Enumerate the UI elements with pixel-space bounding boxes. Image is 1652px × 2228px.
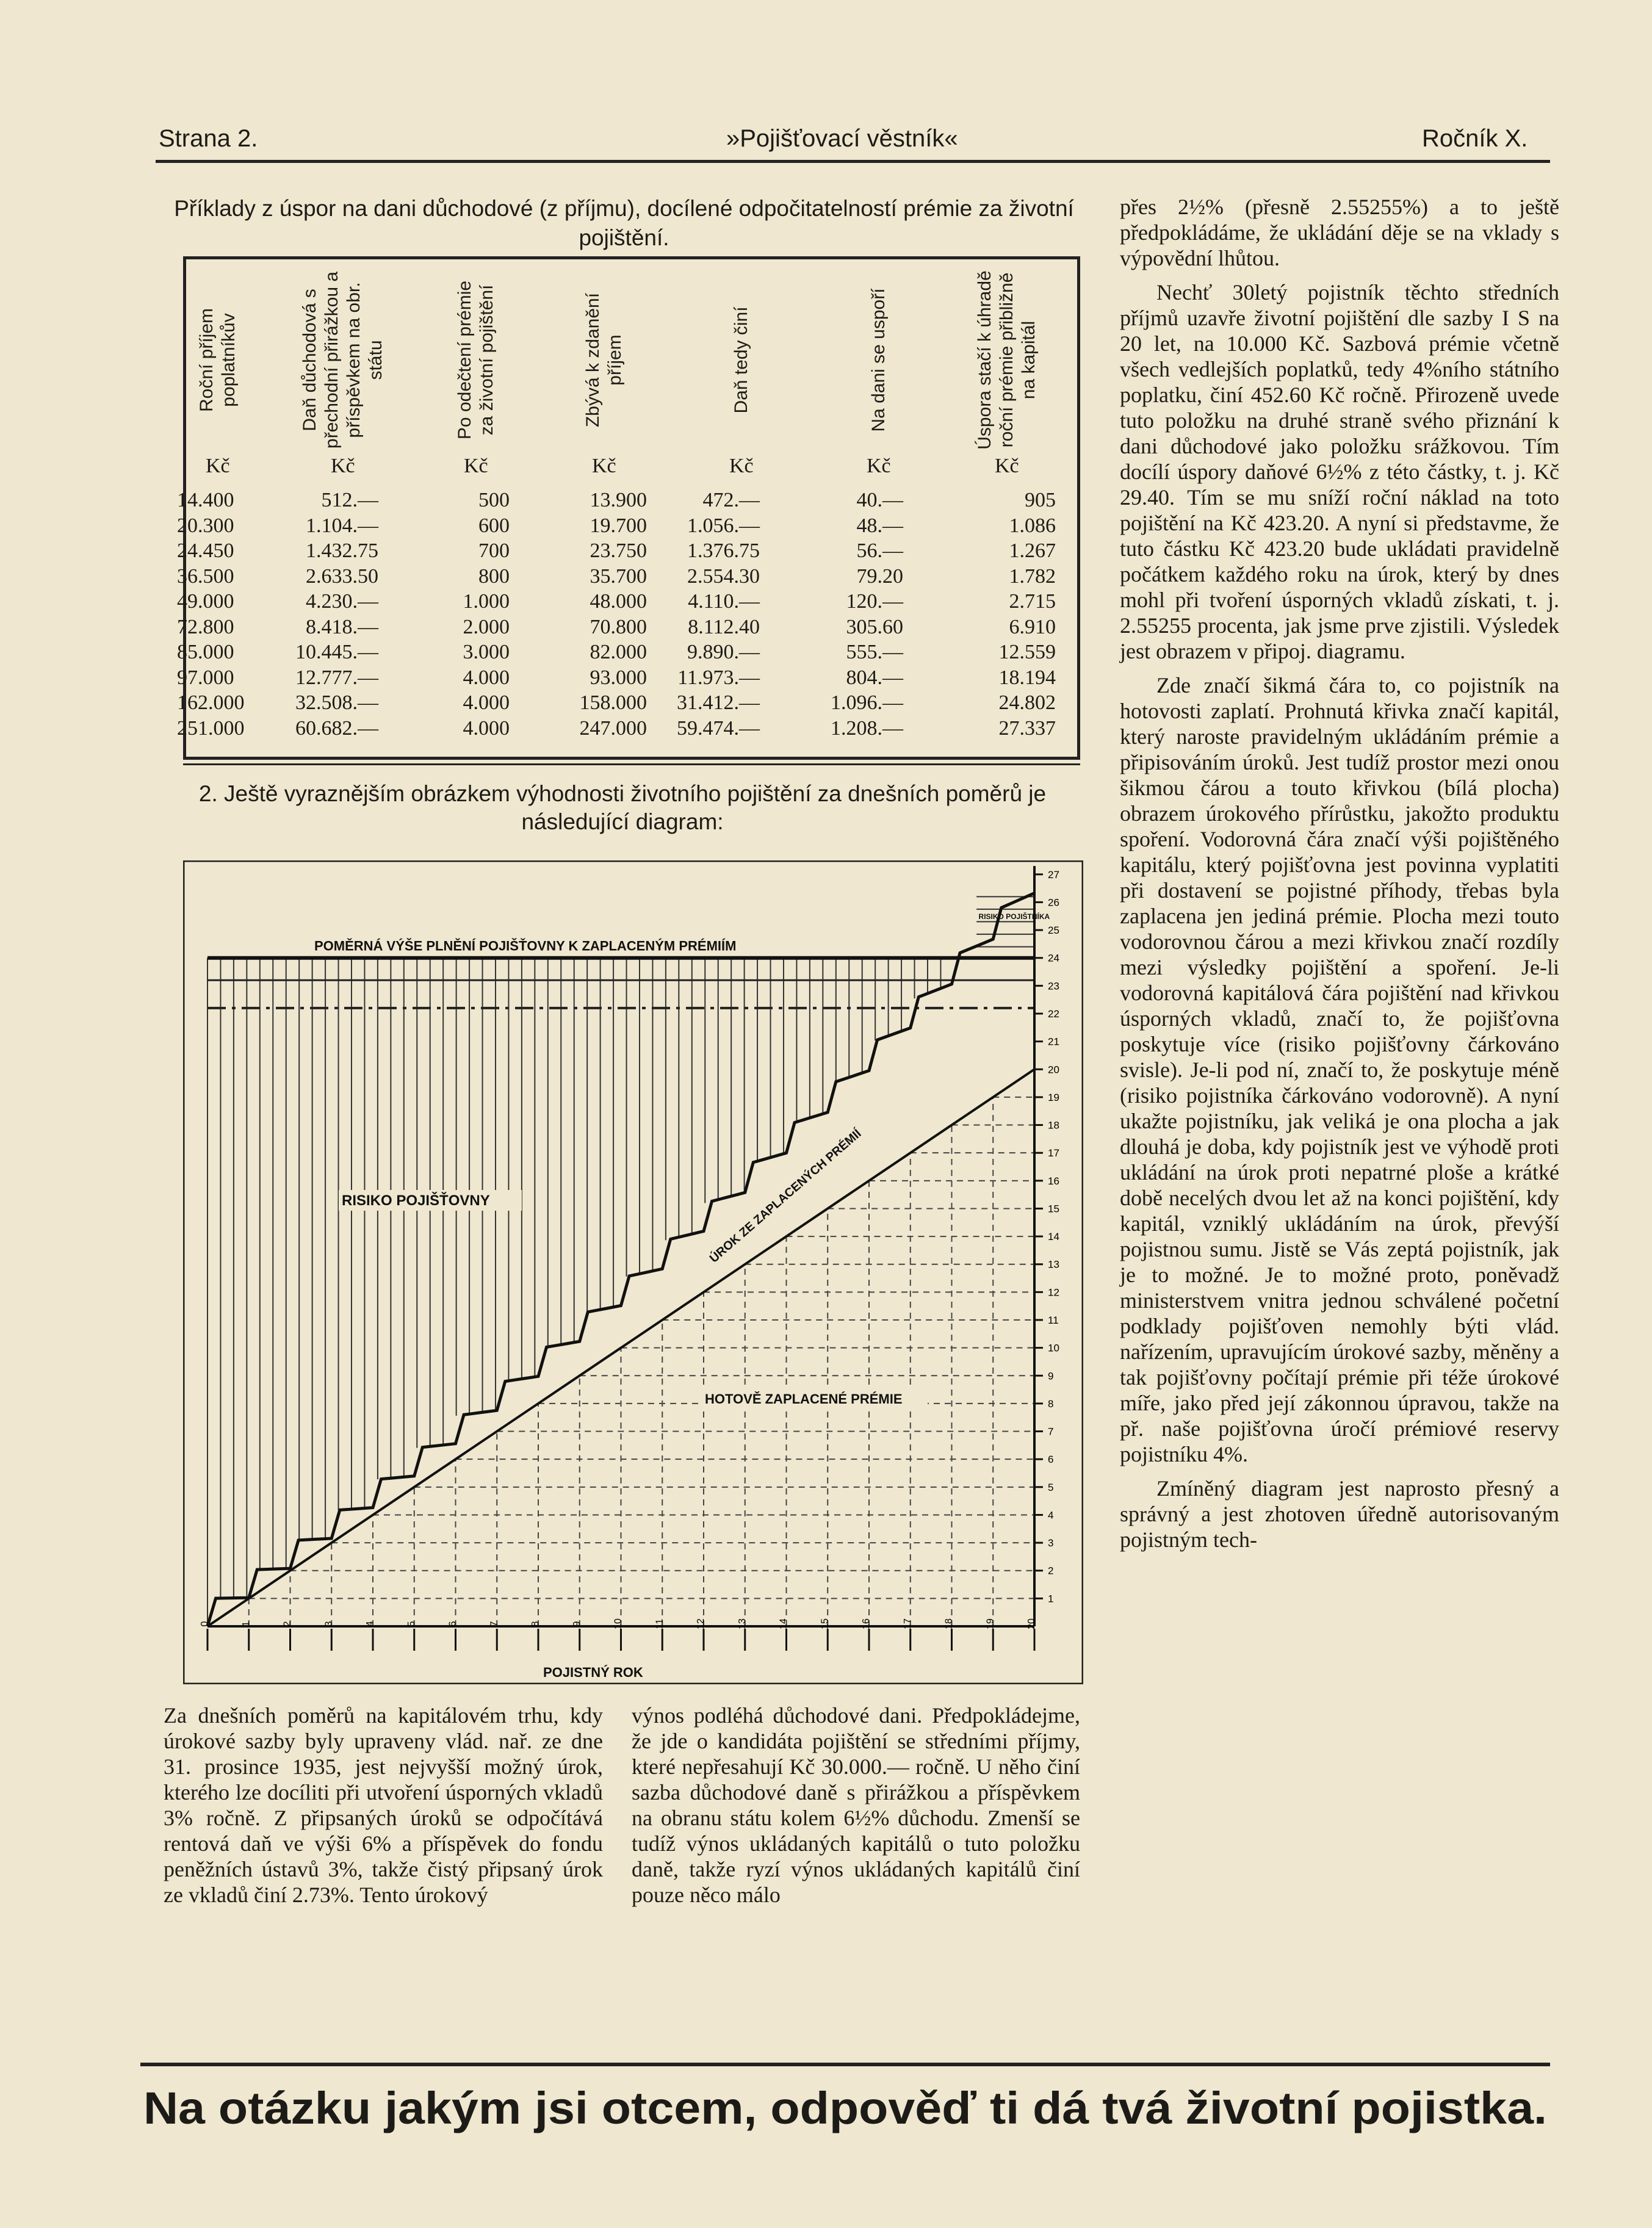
table-column-header: Po odečtení prémie za životní pojištění: [455, 280, 497, 440]
table-cell: 700: [478, 539, 510, 562]
table-cell: 800: [478, 564, 510, 588]
diagram-label-cash: HOTOVĚ ZAPLACENÉ PRÉMIE: [705, 1391, 903, 1407]
table-unit: Kč: [995, 455, 1019, 477]
y-tick-label: 19: [1048, 1091, 1059, 1103]
table-cell: 2.554.30: [687, 564, 760, 588]
x-tick-label: 3: [323, 1621, 334, 1627]
table-column-header: Daň důchodová s přechodní přirážkou a příspěvkem na obr. státu: [300, 271, 386, 449]
table-cell: 31.412.—: [677, 691, 760, 714]
y-tick-label: 16: [1048, 1175, 1059, 1187]
y-tick-label: 17: [1048, 1147, 1059, 1159]
table-cell: 1.432.75: [306, 539, 378, 562]
table-cell: 59.474.—: [677, 716, 760, 740]
table-column-header: Na dani se uspoří: [868, 288, 889, 432]
y-tick-label: 2: [1048, 1565, 1054, 1577]
table-cell: 247.000: [579, 716, 647, 740]
table-cell: 32.508.—: [295, 691, 378, 714]
table-cell: 85.000: [177, 641, 234, 663]
table-cell: 12.777.—: [295, 666, 378, 689]
x-tick-label: 1: [240, 1621, 251, 1627]
right-column: [1120, 194, 1559, 1552]
y-tick-label: 10: [1048, 1342, 1059, 1354]
table-cell: 512.—: [321, 489, 378, 511]
table-cell: 1.086: [1009, 514, 1056, 537]
diagram-label-top: POMĚRNÁ VÝŠE PLNĚNÍ POJIŠŤOVNY K ZAPLACENÝM PRÉMIÍM: [314, 938, 737, 954]
table-cell: 24.450: [177, 539, 234, 562]
table-cell: 2.000: [463, 615, 510, 638]
table-cell: 305.60: [846, 615, 903, 638]
right-paragraph: Zmíněný diagram jest naprosto přesný a správný a jest zhotoven úředně autorisovaným pojistným tech-: [1120, 1476, 1559, 1552]
table-cell: 27.337: [998, 716, 1056, 740]
footer-slogan-bar: [134, 2063, 1556, 2142]
table-cell: 70.800: [590, 615, 647, 638]
table-cell: 4.230.—: [306, 590, 378, 613]
x-tick-label: 19: [985, 1618, 996, 1629]
table-cell: 251.000: [177, 716, 245, 740]
table-cell: 1.096.—: [831, 691, 903, 714]
table-cell: 1.208.—: [831, 716, 903, 740]
page-number: Strana 2.: [159, 125, 258, 152]
table-column-header: Roční příjem poplatníkův: [197, 308, 239, 413]
table-cell: 97.000: [177, 666, 234, 689]
table-cell: 1.267: [1009, 539, 1056, 562]
table-cell: 35.700: [590, 564, 647, 588]
right-paragraph: přes 2½% (přesně 2.55255%) a to ještě předpokládáme, že ukládání děje se na vklady s výpovědní lhůtou.: [1120, 195, 1559, 270]
table-unit: Kč: [729, 455, 754, 477]
table-unit: Kč: [206, 455, 230, 477]
y-tick-label: 14: [1048, 1231, 1059, 1243]
x-tick-label: 7: [489, 1621, 500, 1627]
y-tick-label: 4: [1048, 1509, 1054, 1521]
x-tick-label: 15: [820, 1618, 831, 1629]
x-tick-label: 20: [1026, 1618, 1037, 1629]
volume-label: Ročník X.: [1422, 125, 1528, 152]
x-tick-label: 11: [654, 1618, 665, 1629]
diagram-x-label: POJISTNÝ ROK: [543, 1665, 643, 1680]
table-cell: 18.194: [998, 666, 1056, 689]
table-cell: 49.000: [177, 590, 234, 613]
y-tick-label: 9: [1048, 1370, 1054, 1382]
right-paragraph: Nechť 30letý pojistník těchto středních příjmů uzavře životní pojištění dle sazby I S na 20 let, na 10.000 Kč. Sazbová prémie včetně všech vedlejších poplatků, tedy 4%ního státního poplatku, činí 452.60 Kč ročně. Přirozeně uvede tuto položku na druhé straně svého přiznání k dani důchodové jako položku srážkovou. Tím docílí úspory daňové 6½% z této částky, t. j. Kč 29.40. Tím se mu sníží roční náklad na toto pojištění na Kč 423.20. A nyní si představme, že tuto částku Kč 423.20 bude ukládati pravidelně počátkem každého roku na úrok, který by dnes mohl při tvoření úsporných vkladů získati, t. j. 2.55255 procenta, jak jsme prve zjistili. Výsledek jest obrazem v připoj. diagramu.: [1120, 280, 1559, 663]
y-tick-label: 25: [1048, 925, 1059, 937]
table-cell: 10.445.—: [295, 641, 378, 663]
x-tick-label: 8: [530, 1621, 541, 1627]
table-cell: 162.000: [177, 691, 245, 714]
table-cell: 158.000: [579, 691, 647, 714]
table-cell: 500: [478, 489, 510, 511]
diagram-label-interest: ÚROK ZE ZAPLACENÝCH PRÉMIÍ: [707, 1127, 864, 1266]
y-tick-label: 21: [1048, 1036, 1059, 1048]
table-cell: 20.300: [177, 514, 234, 537]
y-tick-label: 18: [1048, 1119, 1059, 1131]
y-tick-label: 27: [1048, 868, 1059, 881]
table-cell: 12.559: [998, 641, 1056, 663]
x-tick-label: 18: [943, 1618, 954, 1629]
table-cell: 6.910: [1009, 615, 1056, 638]
table-cell: 1.104.—: [306, 514, 378, 537]
x-tick-label: 10: [613, 1618, 624, 1629]
table-cell: 79.20: [856, 564, 903, 588]
right-paragraph: Zde značí šikmá čára to, co pojistník na hotovosti zaplatí. Prohnutá křivka značí kapitál, který naroste pravidelným ukládáním prémie a připisováním úroků. Jest tudíž prostor mezi onou šikmou čárou a touto křivkou (bílá plocha) obrazem úrokového přírůstku, jakožto produktu spoření. Vodorovná čára značí výši pojištěného kapitálu, který pojišťovna jest povinna vyplatiti při dostavení se pojistné příhody, třebas byla zaplacena jen jediná prémie. Plocha mezi touto vodorovnou čárou a mezi křivkou značí rozdíly mezi výsledky pojištění a spoření. Je-li vodorovná kapitálová čára pojištění nad křivkou úsporných vkladů, značí to, že pojišťovna poskytuje více (risiko pojišťovny čárkováno svisle). Je-li pod ní, značí to, že poskytuje méně (risiko pojistníka čárkováno vodorovně). A nyní ukažte pojistníku, jak veliká je ona plocha a jak dlouhá je doba, kdy pojistník jest ve výhodě proti ukládání na úrok proti nepatrné ploše a krátké době necelých dvou let až na konci pojištění, kdy kapitál, vzniklý ukládáním na úrok, převýší pojistnou sumu. Jistě se Vás zeptá pojistník, jak je to možné. Je to možné proto, poněvadž ministerstvem vnitra jednou schválené početní podklady pojišťoven nemohly býti vlád. nařízením, upravujícím úrokové sazby, měněny a tak pojišťovny počítají prémie při téže úrokové míře, jako před její zákonnou úpravou, takže na př. naše pojišťovna úročí prémiové reservy pojistníku 4%.: [1120, 673, 1559, 1466]
table-cell: 36.500: [177, 564, 234, 588]
table-cell: 2.715: [1009, 590, 1056, 613]
header-rule: [156, 160, 1550, 163]
table-cell: 1.056.—: [687, 514, 760, 537]
journal-title: »Pojišťovací věstník«: [726, 125, 958, 152]
table-unit: Kč: [331, 455, 355, 477]
table-cell: 804.—: [846, 666, 903, 689]
diagram-label-insured-risk: RISIKO POJIŠTNÍKA: [978, 912, 1050, 921]
x-tick-label: 17: [902, 1618, 913, 1629]
table-cell: 9.890.—: [687, 641, 760, 663]
left-column-text: Za dnešních poměrů na kapitálovém trhu, kdy úrokové sazby byly upraveny vlád. nař. ze dne 31. prosince 1935, jest nejvyšší možný úrok, kterého lze docíliti při utvoření úsporných vkladů 3% ročně. Z připsaných úroků se odpočítává rentová daň ve výši 6% a příspěvek do fondu peněžních ústavů 3%, takže čistý připsaný úrok ze vkladů činí 2.73%. Tento úrokový: [164, 1703, 603, 1907]
table-cell: 13.900: [590, 489, 647, 511]
table-cell: 600: [478, 514, 510, 537]
table-cell: 1.782: [1009, 564, 1056, 588]
y-tick-label: 12: [1048, 1286, 1059, 1299]
insurance-diagram: [183, 860, 1083, 1684]
table-cell: 472.—: [702, 489, 760, 511]
table-cell: 4.000: [463, 716, 510, 740]
table-cell: 120.—: [846, 590, 903, 613]
table-cell: 48.000: [590, 590, 647, 613]
x-tick-label: 4: [365, 1621, 375, 1627]
x-tick-label: 14: [778, 1618, 789, 1629]
x-tick-label: 16: [861, 1618, 871, 1629]
table-cell: 60.682.—: [295, 716, 378, 740]
table-cell: 8.112.40: [688, 615, 760, 638]
y-tick-label: 26: [1048, 896, 1059, 909]
x-tick-label: 5: [406, 1621, 417, 1627]
table-column-header: Zbývá k zdanění příjem: [583, 292, 625, 428]
x-tick-label: 13: [737, 1618, 748, 1629]
y-tick-label: 5: [1048, 1481, 1054, 1493]
table-cell: 40.—: [856, 489, 903, 511]
table-unit: Kč: [464, 455, 488, 477]
x-tick-label: 12: [696, 1618, 706, 1629]
y-tick-label: 8: [1048, 1397, 1054, 1410]
x-tick-label: 9: [571, 1621, 582, 1627]
y-tick-label: 24: [1048, 952, 1059, 964]
y-tick-label: 22: [1048, 1008, 1059, 1020]
x-tick-label: 6: [447, 1621, 458, 1627]
y-tick-label: 11: [1048, 1314, 1059, 1326]
y-tick-label: 1: [1048, 1593, 1054, 1605]
middle-column-text: výnos podléhá důchodové dani. Předpokládejme, že jde o kandidáta pojištění se středními příjmy, které nepřesahují Kč 30.000.— ročně. U něho činí sazba důchodové daně s přirážkou a příspěvkem na obranu státu kolem 6½% důchodu. Zmenší se tudíž výnos ukládaných kapitálů o tuto položku daně, takže ryzí výnos ukládaných kapitálů činí pouze něco málo: [632, 1703, 1080, 1907]
table-cell: 2.633.50: [306, 564, 378, 588]
table-column-header: Úspora stačí k úhradě roční prémie přibližně na kapitál: [975, 270, 1039, 450]
table-cell: 4.110.—: [688, 590, 760, 613]
table-cell: 8.418.—: [306, 615, 378, 638]
table-cell: 11.973.—: [677, 666, 760, 689]
table-cell: 905: [1025, 489, 1056, 511]
diagram-intro: 2. Ještě vyraznějším obrázkem výhodnosti životního pojištění za dnešních poměrů je následující diagram:: [198, 781, 1047, 834]
table-cell: 93.000: [590, 666, 647, 689]
y-tick-label: 15: [1048, 1203, 1059, 1215]
footer-slogan: Na otázku jakým jsi otcem, odpověď ti dá tvá životní pojistka.: [143, 2083, 1547, 2133]
table-unit: Kč: [867, 455, 891, 477]
table-cell: 23.750: [590, 539, 647, 562]
table-cell: 48.—: [856, 514, 903, 537]
table-cell: 1.376.75: [687, 539, 760, 562]
table-cell: 1.000: [463, 590, 510, 613]
table-title: Příklady z úspor na dani důchodové (z příjmu), docílené odpočitatelností prémie za životní pojištění.: [174, 196, 1074, 250]
x-tick-label: 2: [282, 1621, 293, 1627]
y-tick-label: 23: [1048, 980, 1059, 992]
table-cell: 3.000: [463, 641, 510, 663]
table-cell: 4.000: [463, 666, 510, 689]
x-tick-label: 0: [200, 1621, 210, 1627]
table-cell: 4.000: [463, 691, 510, 714]
table-cell: 555.—: [846, 641, 903, 663]
y-tick-label: 6: [1048, 1454, 1054, 1466]
diagram-label-insurer-risk: RISIKO POJIŠŤOVNY: [342, 1192, 490, 1209]
table-unit: Kč: [592, 455, 616, 477]
table-cell: 72.800: [177, 615, 234, 638]
y-tick-label: 20: [1048, 1064, 1059, 1076]
y-tick-label: 13: [1048, 1258, 1059, 1271]
table-cell: 82.000: [590, 641, 647, 663]
table-column-header: Daň tedy činí: [731, 306, 751, 414]
table-cell: 19.700: [590, 514, 647, 537]
y-tick-label: 7: [1048, 1426, 1054, 1438]
table-cell: 24.802: [998, 691, 1056, 714]
table-cell: 56.—: [856, 539, 903, 562]
y-tick-label: 3: [1048, 1537, 1054, 1549]
table-cell: 14.400: [177, 489, 234, 511]
